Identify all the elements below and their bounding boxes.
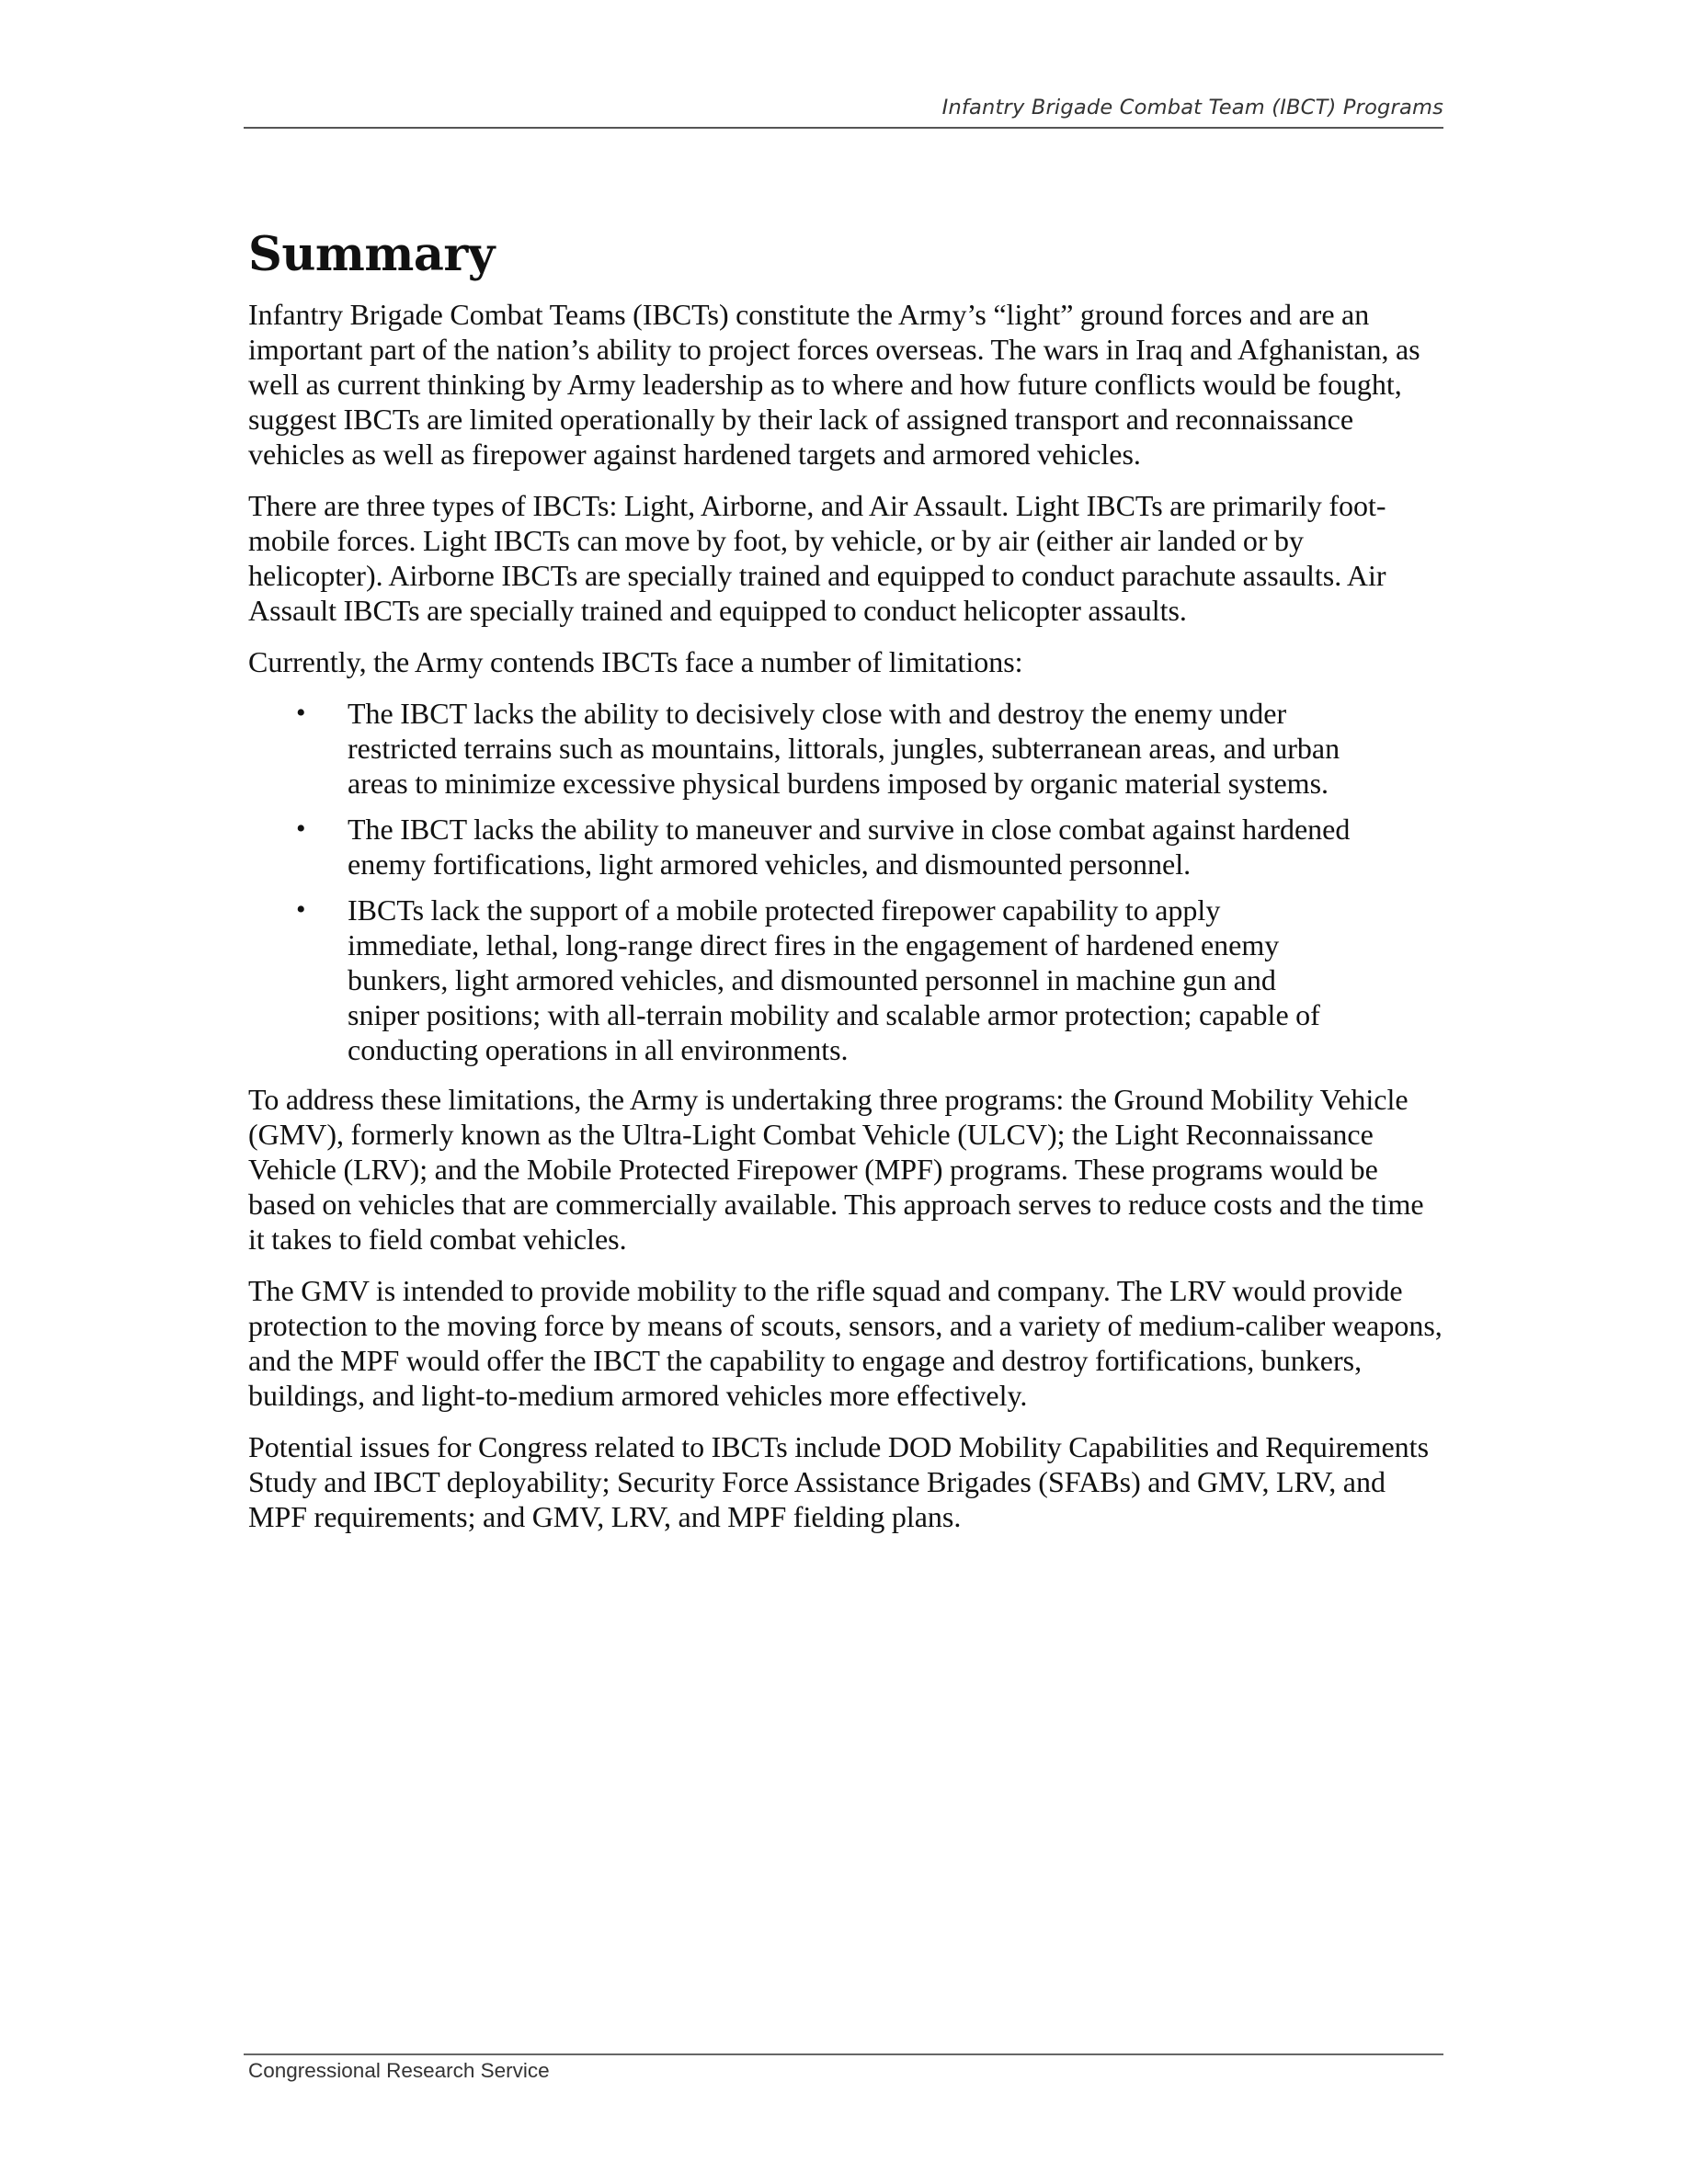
page-body [248, 225, 1443, 1551]
list-item [296, 893, 1443, 1067]
footer-publisher: Congressional Research Service [248, 2059, 550, 2082]
paragraph-programs: To address these limitations, the Army is undertaking three programs: the Ground Mobility Vehicle (GMV), formerly known as the Ultra-Light Combat Vehicle (ULCV); the Light Reconnaissance Vehicle (LRV); and the Mobile Protected Firepower (MPF) programs. These programs would be based on vehicles that are commercially available. This approach serves to reduce costs and the time it takes to field combat vehicles. [248, 1083, 1424, 1256]
list-item-text: The IBCT lacks the ability to maneuver and survive in close combat against hardened enemy fortifications, light armored vehicles, and dismounted personnel. [348, 813, 1351, 881]
bullet-marker: • [296, 813, 306, 844]
bullet-marker: • [296, 698, 306, 728]
header-divider [244, 127, 1443, 129]
paragraph-congress-issues: Potential issues for Congress related to IBCTs include DOD Mobility Capabilities and Requirements Study and IBCT deployability; Security Force Assistance Brigades (SFABs) and GMV, LRV, and MPF requirements; and GMV, LRV, and MPF fielding plans. [248, 1430, 1430, 1533]
list-item-text: The IBCT lacks the ability to decisively close with and destroy the enemy under restricted terrains such as mountains, littorals, jungles, subterranean areas, and urban areas to minimize excessive physical burdens imposed by organic material systems. [348, 697, 1340, 800]
running-header-title: Infantry Brigade Combat Team (IBCT) Programs [941, 96, 1443, 119]
limitations-list [248, 696, 1443, 1067]
paragraph-limitations-lead: Currently, the Army contends IBCTs face a number of limitations: [248, 645, 1023, 678]
paragraph-intro: Infantry Brigade Combat Teams (IBCTs) constitute the Army’s “light” ground forces and are an important part of the nation’s ability to project forces overseas. The wars in Iraq and Afghanistan, as well as current thinking by Army leadership as to where and how future conflicts would be fought, suggest IBCTs are limited operationally by their lack of assigned transport and reconnaissance vehicles as well as firepower against hardened targets and armored vehicles. [248, 298, 1420, 471]
list-item [296, 696, 1443, 801]
footer-divider [244, 2053, 1443, 2055]
paragraph-ibct-types: There are three types of IBCTs: Light, Airborne, and Air Assault. Light IBCTs are primarily foot-mobile forces. Light IBCTs can move by foot, by vehicle, or by air (either air landed or by helicopter). Airborne IBCTs are specially trained and equipped to conduct parachute assaults. Air Assault IBCTs are specially trained and equipped to conduct helicopter assaults. [248, 489, 1386, 627]
list-item [296, 812, 1443, 882]
paragraph-program-roles: The GMV is intended to provide mobility to the rifle squad and company. The LRV would provide protection to the moving force by means of scouts, sensors, and a variety of medium-caliber weapons, and the MPF would offer the IBCT the capability to engage and destroy fortifications, bunkers, buildings, and light-to-medium armored vehicles more effectively. [248, 1274, 1443, 1412]
bullet-marker: • [296, 894, 306, 925]
list-item-text: IBCTs lack the support of a mobile protected firepower capability to apply immediate, lethal, long-range direct fires in the engagement of hardened enemy bunkers, light armored vehicles, and dismounted personnel in machine gun and sniper positions; with all-terrain mobility and scalable armor protection; capable of conducting operations in all environments. [348, 893, 1320, 1066]
section-heading: Summary [248, 227, 495, 282]
